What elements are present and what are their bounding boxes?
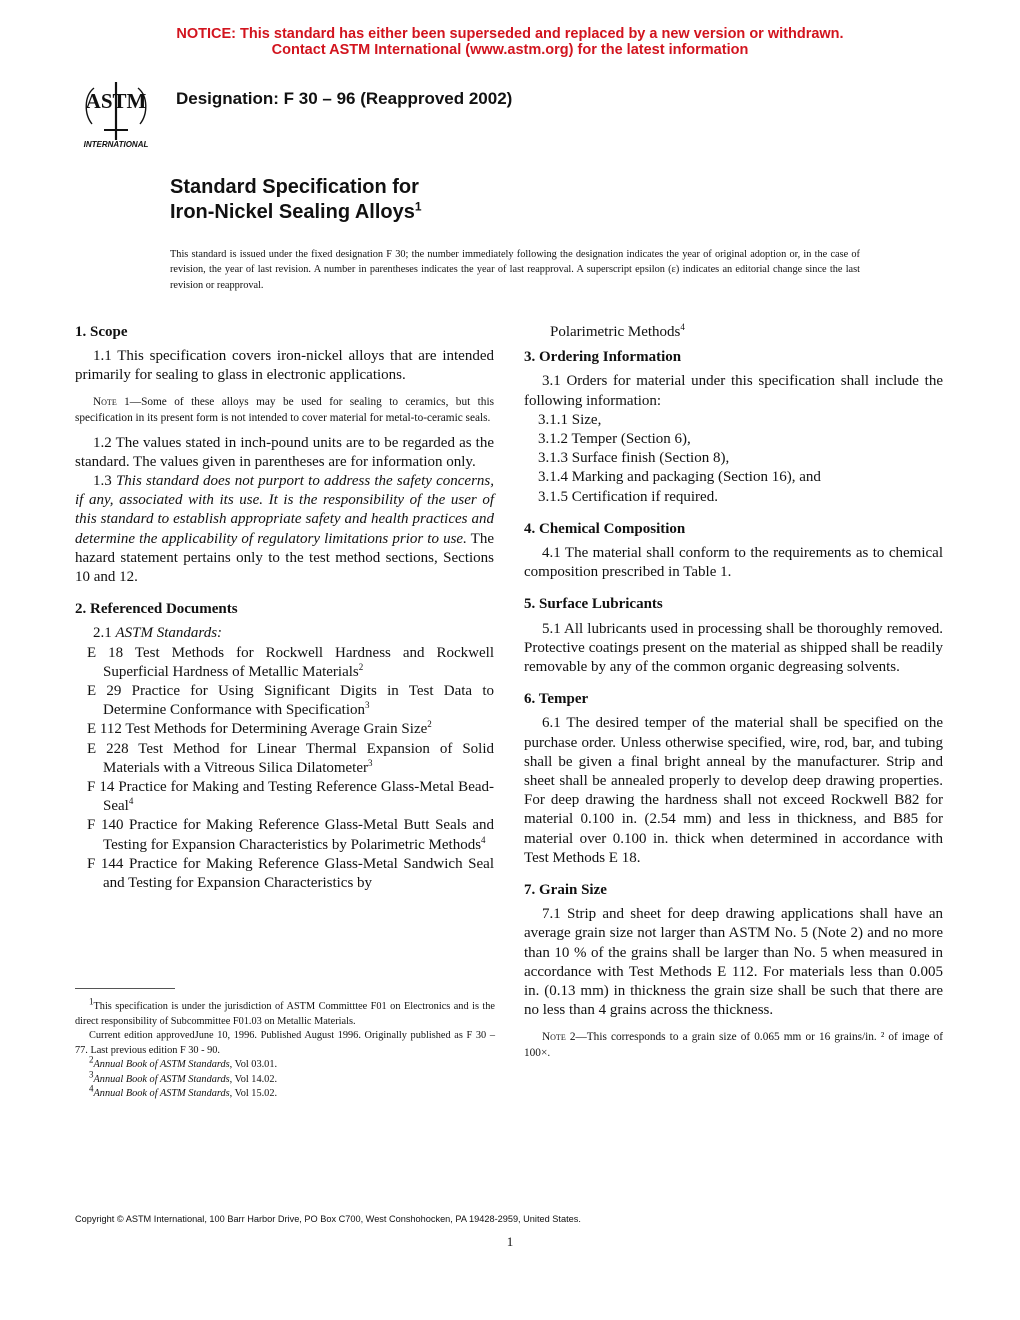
notice-line-2: Contact ASTM International (www.astm.org) for the latest information — [271, 42, 749, 58]
right-column — [524, 323, 943, 1061]
section-4-heading: 4. Chemical Composition — [524, 520, 686, 537]
para-1-2: 1.2 The values stated in inch-pound units are to be regarded as the standard. The values given in parentheses are for information only. — [75, 434, 494, 470]
item-3-1-3: 3.1.3 Surface finish (Section 8), — [538, 450, 730, 467]
footnote-2: $^2$Annual Book of ASTM Standards, Vol 03.01. — [89, 1054, 278, 1070]
item-3-1-4: 3.1.4 Marking and packaging (Section 16), and — [538, 469, 821, 486]
footnote-3: $^3$Annual Book of ASTM Standards, Vol 14.02. — [89, 1069, 278, 1085]
ref-f144-continuation: Polarimetric Methods$^4$ — [550, 322, 685, 340]
referenced-documents-list — [75, 644, 494, 894]
item-3-1-1: 3.1.1 Size, — [538, 411, 602, 428]
copyright-line: Copyright © ASTM International, 100 Barr Harbor Drive, PO Box C700, West Conshohocken, PA 19428-2959, United States. — [75, 1214, 581, 1224]
para-4-1: 4.1 The material shall conform to the requirements as to chemical composition prescribed in Table 1. — [524, 545, 943, 581]
left-column — [75, 323, 494, 893]
section-2-heading: 2. Referenced Documents — [75, 601, 238, 618]
notice-line-1: NOTICE: This standard has either been superseded and replaced by a new version or withdrawn. — [176, 26, 844, 42]
para-7-1: 7.1 Strip and sheet for deep drawing applications shall have an average grain size not larger than ASTM No. 5 (Note 2) and no more than 10 % of the grains shall be larger than No. 5 when measured in accordance with Test Methods E 112. For materials less than 0.005 in. (0.13 mm) in thickness the grain size shall be such that there are no less than 4 grains across the thickness. — [524, 906, 943, 1019]
footnote-divider — [75, 988, 175, 989]
footnote-1: $^1$This specification is under the jurisdiction of ASTM Committtee F01 on Electronics and is the direct responsibility of Subcommittee F01.03 on Metallic Materials. — [75, 996, 495, 1027]
section-7-heading: 7. Grain Size — [524, 882, 607, 899]
ref-e228: E 228 Test Method for Linear Thermal Expansion of Solid Materials with a Vitreous Silica Dilatometer$^3$ — [87, 740, 494, 776]
para-6-1: 6.1 The desired temper of the material shall be specified on the purchase order. Unless otherwise specified, wire, rod, bar, and tubing shall be given a final bright anneal by the manufacturer. Strip and sheet shall be annealed properly to develop deep drawing properties. For deep drawing the hardness shall not exceed Rockwell B82 for material 0.100 in. (2.54 mm) and less in thickness, and B85 for material over 0.100 in. thick when determined in accordance with Test Methods E 18. — [524, 715, 943, 866]
page-number: 1 — [506, 1234, 514, 1249]
document-title — [170, 175, 422, 225]
section-6-heading: 6. Temper — [524, 691, 589, 708]
svg-text:ASTM: ASTM — [85, 89, 147, 113]
para-1-1: 1.1 This specification covers iron-nickel alloys that are intended primarily for sealing to glass in electronic applications. — [75, 348, 494, 384]
section-3-heading: 3. Ordering Information — [524, 349, 682, 366]
footnotes — [75, 996, 495, 1102]
item-3-1-5: 3.1.5 Certification if required. — [538, 488, 718, 505]
section-1-heading: 1. Scope — [75, 324, 128, 340]
para-5-1: 5.1 All lubricants used in processing shall be thoroughly removed. Protective coatings present on the material as shipped shall be readily removable by any of the common organic degreasing solvents. — [524, 620, 943, 676]
svg-text:INTERNATIONAL: INTERNATIONAL — [83, 140, 149, 149]
ref-f14: F 14 Practice for Making and Testing Reference Glass-Metal Bead-Seal$^4$ — [87, 779, 494, 815]
para-1-3: 1.3 This standard does not purport to address the safety concerns, if any, associated with its use. It is the responsibility of the user of this standard to establish appropriate safety and health practices and determine the applicability of regulatory limitations prior to use. The hazard statement pertains only to the test method sections, Sections 10 and 12. — [75, 473, 494, 586]
title-line-1: Standard Specification for — [170, 176, 419, 198]
issued-note: This standard is issued under the fixed designation F 30; the number immediately following the designation indicates the year of original adoption or, in the case of revision, the year of last revision. A number in parentheses indicates the year of last reapproval. A superscript epsilon (ε) indicates an editorial change since the last revision or reapproval. — [170, 249, 860, 291]
footnote-4: $^4$Annual Book of ASTM Standards, Vol 15.02. — [89, 1083, 278, 1099]
ref-e18: E 18 Test Methods for Rockwell Hardness and Rockwell Superficial Hardness of Metallic Materials$^2$ — [87, 644, 494, 680]
ref-f144: F 144 Practice for Making Reference Glass-Metal Sandwich Seal and Testing for Expansion Characteristics by — [87, 855, 494, 892]
footnote-1-edition: Current edition approvedJune 10, 1996. Published August 1996. Originally published as F 30 – 77. Last previous edition F 30 - 90. — [75, 1030, 495, 1056]
designation: Designation: F 30 – 96 (Reapproved 2002) — [176, 89, 513, 108]
ref-e29: E 29 Practice for Using Significant Digits in Test Data to Determine Conformance with Specification$^3$ — [87, 683, 494, 719]
ref-f140: F 140 Practice for Making Reference Glass-Metal Butt Seals and Testing for Expansion Characteristics by Polarimetric Methods$^4$ — [87, 817, 494, 853]
astm-logo — [70, 78, 162, 150]
note-2: Note 2—This corresponds to a grain size of 0.065 mm or 16 grains/in. ² of image of 100×. — [524, 1030, 944, 1059]
para-3-1: 3.1 Orders for material under this specification shall include the following information: — [524, 373, 943, 409]
note-1: Note 1—Some of these alloys may be used for sealing to ceramics, but this specification in its present form is not intended to cover material for metal-to-ceramic seals. — [75, 395, 494, 424]
superseded-notice — [0, 26, 1020, 58]
section-5-heading: 5. Surface Lubricants — [524, 596, 663, 613]
item-3-1-2: 3.1.2 Temper (Section 6), — [538, 431, 691, 448]
title-line-2: Iron-Nickel Sealing Alloys$^1$ — [170, 199, 422, 223]
para-2-1: 2.1 ASTM Standards: — [93, 625, 223, 642]
ref-e112: E 112 Test Methods for Determining Average Grain Size$^2$ — [87, 719, 432, 738]
